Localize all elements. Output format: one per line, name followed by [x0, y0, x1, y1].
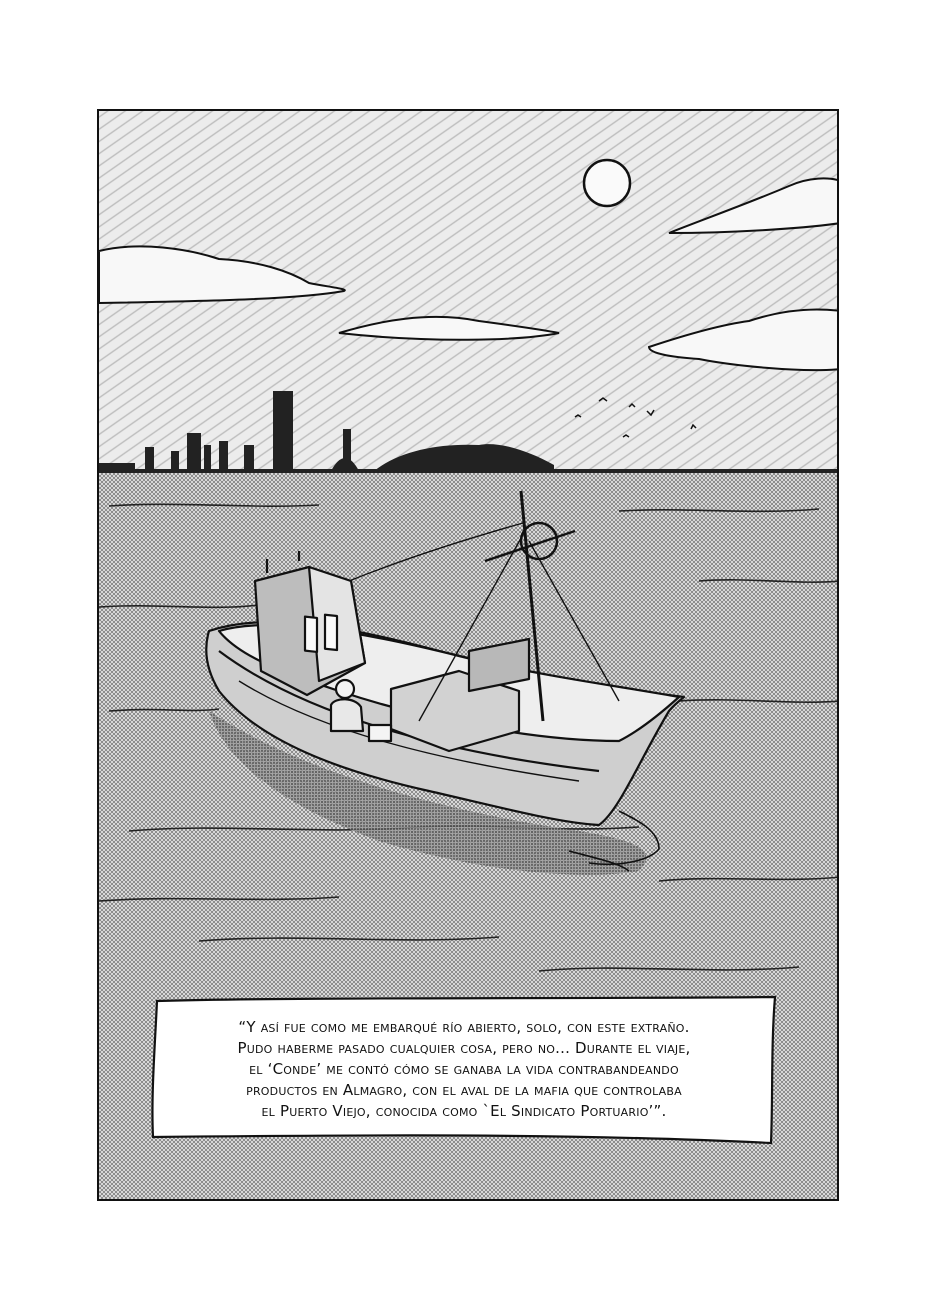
caption-line: productos en Almagro, con el aval de la mafia que controlaba — [246, 1081, 682, 1099]
narration-caption — [149, 995, 777, 1145]
caption-line: el ‘Conde’ me contó cómo se ganaba la vida contrabandeando — [249, 1060, 679, 1078]
sun — [584, 160, 630, 206]
caption-line: “Y así fue como me embarqué río abierto, solo, con este extraño. — [238, 1018, 690, 1036]
caption-text — [179, 1017, 749, 1122]
caption-line: Pudo haberme pasado cualquier cosa, pero no... Durante el viaje, — [237, 1039, 691, 1057]
caption-line: el Puerto Viejo, conocida como `El Sindicato Portuario’”. — [261, 1102, 667, 1120]
comic-panel — [97, 109, 839, 1201]
